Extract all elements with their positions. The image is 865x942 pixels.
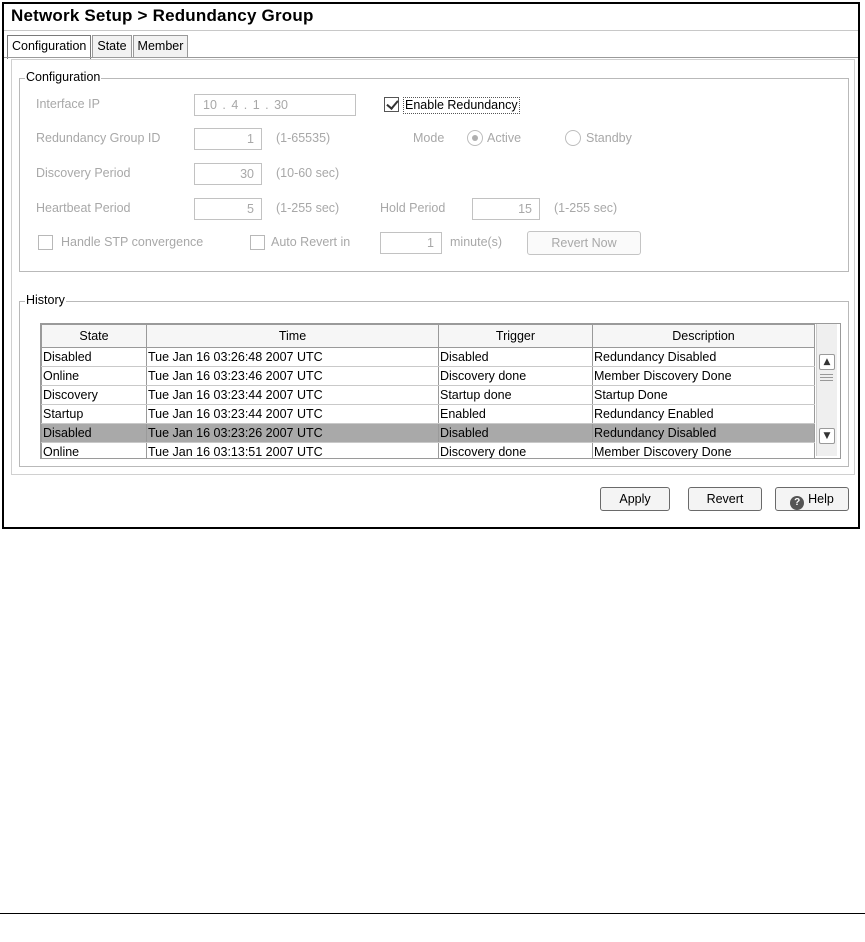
handle-stp-checkbox[interactable] xyxy=(38,235,53,250)
hold-period-label: Hold Period xyxy=(380,201,446,215)
tab-divider xyxy=(4,57,858,58)
configuration-legend: Configuration xyxy=(26,70,101,84)
cell-trigger: Discovery done xyxy=(439,367,593,386)
interface-ip-field[interactable]: 10 . 4 . 1 . 30 xyxy=(194,94,356,116)
table-row[interactable] xyxy=(42,405,815,424)
history-scrollbar[interactable] xyxy=(816,324,837,456)
cell-trigger: Discovery done xyxy=(439,443,593,460)
hold-period-range: (1-255 sec) xyxy=(554,201,618,215)
group-id-label: Redundancy Group ID xyxy=(36,131,161,145)
page-footer-rule xyxy=(0,913,865,914)
cell-time: Tue Jan 16 03:23:44 2007 UTC xyxy=(147,386,439,405)
chevron-up-icon[interactable]: ▲ xyxy=(819,354,835,370)
hold-period-field[interactable]: 15 xyxy=(472,198,540,220)
help-button-label: Help xyxy=(808,492,834,506)
cell-state: Discovery xyxy=(42,386,147,405)
auto-revert-checkbox[interactable] xyxy=(250,235,265,250)
interface-ip-label: Interface IP xyxy=(36,97,100,111)
group-id-range: (1-65535) xyxy=(276,131,331,145)
tab-member[interactable]: Member xyxy=(133,35,189,57)
mode-label: Mode xyxy=(413,131,445,145)
configuration-group xyxy=(19,70,849,272)
mode-standby-label: Standby xyxy=(586,131,632,145)
enable-redundancy-label[interactable]: Enable Redundancy xyxy=(405,98,518,112)
cell-description: Redundancy Disabled xyxy=(593,424,815,443)
chevron-down-icon[interactable]: ▼ xyxy=(819,428,835,444)
auto-revert-minutes-field[interactable]: 1 xyxy=(380,232,442,254)
revert-now-button[interactable]: Revert Now xyxy=(527,231,641,255)
cell-state: Online xyxy=(42,367,147,386)
discovery-period-field[interactable]: 30 xyxy=(194,163,262,185)
mode-active-label: Active xyxy=(487,131,522,145)
history-header-row xyxy=(42,325,815,348)
table-row[interactable] xyxy=(42,386,815,405)
tab-state[interactable]: State xyxy=(92,35,131,57)
cell-description: Member Discovery Done xyxy=(593,367,815,386)
heartbeat-period-label: Heartbeat Period xyxy=(36,201,131,215)
cell-time: Tue Jan 16 03:23:44 2007 UTC xyxy=(147,405,439,424)
help-button[interactable] xyxy=(775,487,849,511)
cell-state: Disabled xyxy=(42,348,147,367)
cell-description: Redundancy Enabled xyxy=(593,405,815,424)
tab-configuration[interactable]: Configuration xyxy=(7,35,91,59)
history-legend: History xyxy=(26,293,65,307)
tab-panel-configuration xyxy=(11,59,855,475)
cell-trigger: Disabled xyxy=(439,424,593,443)
history-table xyxy=(41,324,815,459)
cell-description: Member Discovery Done xyxy=(593,443,815,460)
enable-redundancy-checkbox[interactable] xyxy=(384,97,399,112)
page-title: Network Setup > Redundancy Group xyxy=(11,6,314,25)
cell-description: Startup Done xyxy=(593,386,815,405)
history-table-container xyxy=(40,323,841,459)
redundancy-group-window xyxy=(2,2,860,529)
discovery-period-label: Discovery Period xyxy=(36,166,131,180)
title-bar xyxy=(4,4,858,31)
auto-revert-label: Auto Revert in xyxy=(271,235,351,249)
handle-stp-label: Handle STP convergence xyxy=(61,235,204,249)
cell-state: Online xyxy=(42,443,147,460)
revert-button[interactable]: Revert xyxy=(688,487,762,511)
cell-trigger: Disabled xyxy=(439,348,593,367)
cell-time: Tue Jan 16 03:26:48 2007 UTC xyxy=(147,348,439,367)
table-row[interactable] xyxy=(42,348,815,367)
cell-time: Tue Jan 16 03:23:46 2007 UTC xyxy=(147,367,439,386)
mode-standby-radio[interactable] xyxy=(565,130,581,146)
scrollbar-thumb[interactable] xyxy=(820,372,833,382)
mode-active-radio[interactable] xyxy=(467,130,483,146)
cell-trigger: Enabled xyxy=(439,405,593,424)
column-header-trigger[interactable]: Trigger xyxy=(439,325,593,348)
cell-time: Tue Jan 16 03:13:51 2007 UTC xyxy=(147,443,439,460)
heartbeat-period-field[interactable]: 5 xyxy=(194,198,262,220)
apply-button[interactable]: Apply xyxy=(600,487,670,511)
discovery-period-range: (10-60 sec) xyxy=(276,166,340,180)
help-icon: ? xyxy=(790,496,804,510)
cell-trigger: Startup done xyxy=(439,386,593,405)
cell-description: Redundancy Disabled xyxy=(593,348,815,367)
group-id-field[interactable]: 1 xyxy=(194,128,262,150)
table-row[interactable] xyxy=(42,367,815,386)
table-row-selected[interactable] xyxy=(42,424,815,443)
cell-time: Tue Jan 16 03:23:26 2007 UTC xyxy=(147,424,439,443)
table-row[interactable] xyxy=(42,443,815,460)
column-header-time[interactable]: Time xyxy=(147,325,439,348)
heartbeat-period-range: (1-255 sec) xyxy=(276,201,340,215)
minutes-label: minute(s) xyxy=(450,235,503,249)
tab-bar xyxy=(7,35,189,57)
cell-state: Disabled xyxy=(42,424,147,443)
column-header-state[interactable]: State xyxy=(42,325,147,348)
column-header-description[interactable]: Description xyxy=(593,325,815,348)
cell-state: Startup xyxy=(42,405,147,424)
